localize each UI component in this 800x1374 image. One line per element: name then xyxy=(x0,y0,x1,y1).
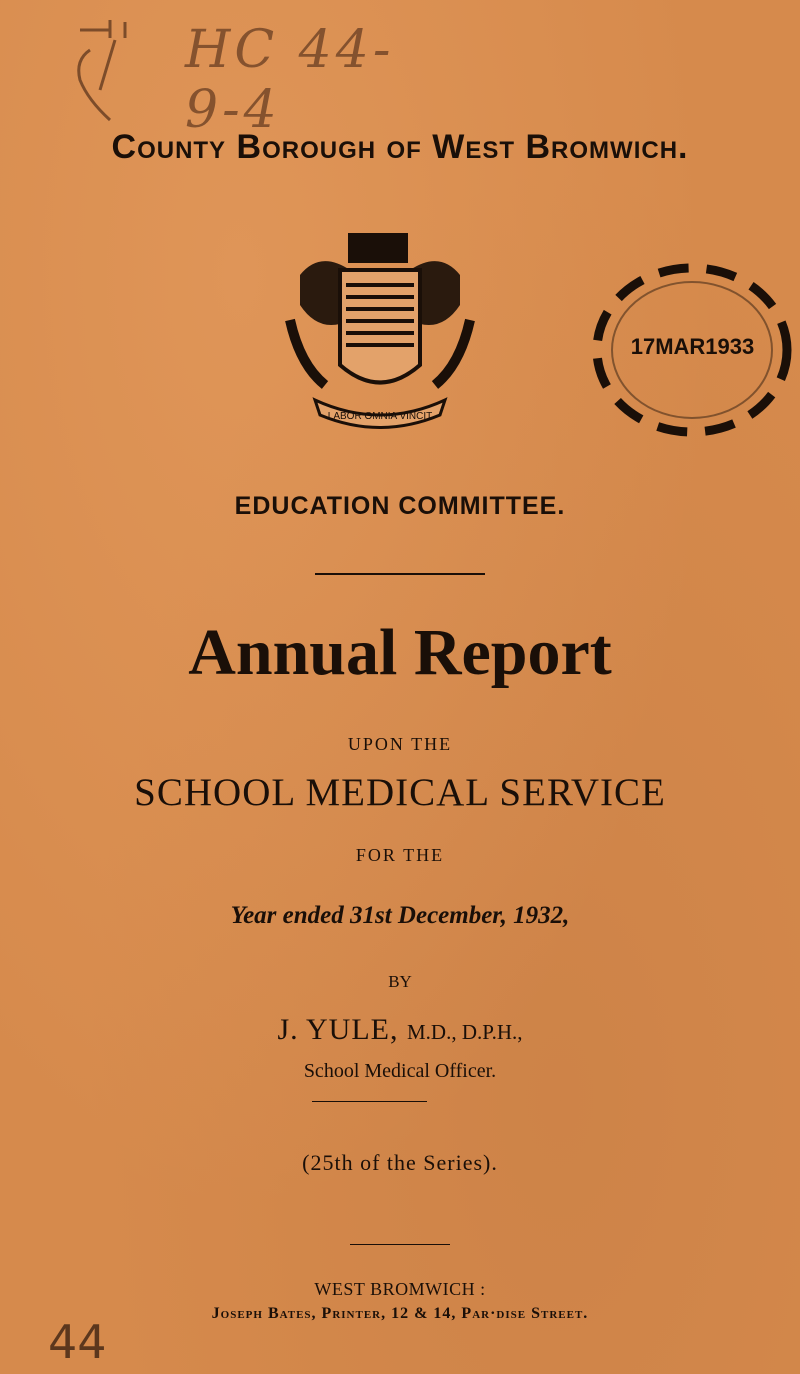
upon-the-label: UPON THE xyxy=(347,734,453,754)
handwritten-corner-number: 44 xyxy=(48,1315,107,1369)
committee-heading: EDUCATION COMMITTEE. xyxy=(234,492,566,520)
borough-crest-icon xyxy=(280,225,480,440)
divider xyxy=(312,1101,427,1102)
handwritten-annotation xyxy=(70,20,410,140)
for-the-label: FOR THE xyxy=(355,845,445,865)
borough-title: County Borough of West Bromwich. xyxy=(111,128,689,166)
report-year: Year ended 31st December, 1932, xyxy=(230,902,570,929)
divider xyxy=(315,573,485,575)
author-qualifications: M.D., D.P.H., xyxy=(407,1020,523,1044)
printer-address: Joseph Bates, Printer, 12 & 14, Par·dise Street. xyxy=(211,1305,589,1322)
stamp-date: 17MAR1933 xyxy=(630,334,755,359)
printer-place: WEST BROMWICH : xyxy=(314,1279,486,1299)
handwritten-stroke-icon xyxy=(70,20,180,140)
crest-motto: LABOR OMNIA VINCIT xyxy=(327,411,433,422)
author-role: School Medical Officer. xyxy=(303,1060,497,1082)
handwritten-reference: HC 44-9-4 xyxy=(185,20,395,140)
author-name: J. YULE, xyxy=(277,1013,399,1046)
author-line xyxy=(0,1013,800,1047)
received-date-stamp xyxy=(590,260,795,440)
service-heading: SCHOOL MEDICAL SERVICE xyxy=(134,771,666,814)
divider xyxy=(350,1244,450,1245)
series-number: (25th of the Series). xyxy=(302,1150,498,1175)
report-title: Annual Report xyxy=(188,616,612,689)
by-label: BY xyxy=(388,972,412,991)
